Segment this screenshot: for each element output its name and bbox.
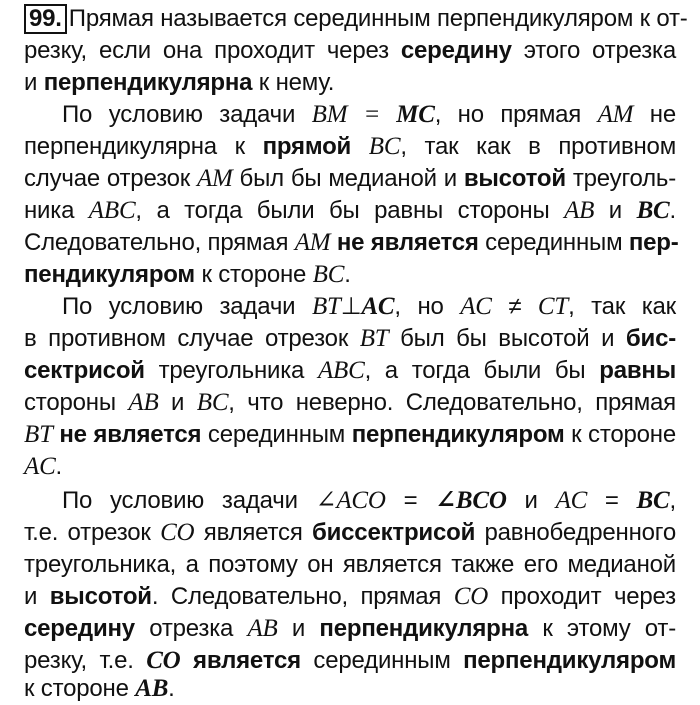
- bold-term: перпендикулярна: [43, 69, 253, 96]
- math-segment-bold: MC: [396, 101, 435, 128]
- text-run: треугольника, а поэтому он является также его медианой: [24, 551, 676, 578]
- math-segment: AC: [24, 453, 56, 480]
- math-segment: CO: [160, 519, 195, 546]
- bold-term: биссектрисой: [311, 519, 476, 546]
- text-run: т.е. отрезок: [24, 519, 161, 546]
- bold-term: бис-: [625, 325, 677, 352]
- text-run: , но: [394, 293, 461, 320]
- text-run: Следовательно, прямая: [24, 229, 295, 256]
- math-segment: CT: [537, 293, 569, 320]
- text-run: к стороне: [194, 261, 313, 288]
- math-angle: ∠ACO: [315, 487, 386, 514]
- bold-term: является: [193, 647, 301, 674]
- bold-term: середину: [24, 615, 135, 642]
- text-run: и: [24, 69, 44, 96]
- text-run: к стороне: [564, 421, 677, 448]
- math-segment-bold: AC: [361, 293, 395, 320]
- text-run: , но прямая: [434, 101, 598, 128]
- text-run: был бы медианой и: [232, 165, 464, 192]
- math-segment: AM: [196, 165, 233, 192]
- text-run: к этому от-: [528, 615, 676, 642]
- text-run: , что неверно. Следовательно, прямая: [228, 389, 676, 416]
- bold-term: пер-: [628, 229, 679, 256]
- text-line-8: [24, 227, 679, 259]
- bold-term: прямой: [262, 133, 352, 160]
- not-equal-symbol: ≠: [491, 293, 538, 320]
- bold-term: перпендикулярна: [319, 615, 529, 642]
- text-run: к нему.: [252, 69, 335, 96]
- bold-term: перпендикуляром: [463, 647, 676, 674]
- text-run: к стороне: [24, 675, 136, 702]
- text-line-13: [24, 387, 676, 419]
- text-run: По условию задачи: [62, 293, 312, 320]
- math-segment: AB: [247, 615, 278, 642]
- math-segment: BM: [311, 101, 348, 128]
- text-run: был бы высотой и: [388, 325, 626, 352]
- math-segment: CO: [453, 583, 489, 610]
- text-line-12: [24, 355, 676, 387]
- math-segment: BT: [359, 325, 389, 352]
- math-segment: AC: [460, 293, 492, 320]
- text-run: .: [168, 675, 175, 702]
- text-run: треуголь-: [565, 165, 676, 192]
- text-run: случае отрезок: [24, 165, 197, 192]
- math-segment: AM: [294, 229, 331, 256]
- text-run: =: [385, 487, 436, 514]
- problem-number: 99.: [24, 4, 67, 34]
- math-segment-bold: BC: [636, 487, 670, 514]
- text-run: проходит через: [488, 583, 676, 610]
- math-segment: AB: [128, 389, 159, 416]
- math-segment: BT: [311, 293, 341, 320]
- text-run: резку, т.е.: [24, 647, 147, 674]
- bold-term: не является: [59, 421, 202, 448]
- text-run: ,: [669, 487, 676, 514]
- bold-term: равны: [599, 357, 676, 384]
- math-segment: BT: [24, 421, 53, 448]
- text-run: =: [587, 487, 637, 514]
- math-segment: BC: [312, 261, 345, 288]
- text-run: .: [344, 261, 351, 288]
- text-run: ника: [24, 197, 89, 224]
- text-line-5: [24, 131, 676, 163]
- text-run: , так как: [568, 293, 676, 320]
- text-run: и: [594, 197, 637, 224]
- math-segment: AB: [564, 197, 595, 224]
- text-line-10: [62, 291, 676, 323]
- bold-term: перпендикуляром: [351, 421, 565, 448]
- text-line-2: [24, 35, 676, 67]
- text-line-15: [24, 451, 676, 483]
- text-line-11: [24, 323, 676, 355]
- text-run: в противном случае отрезок: [24, 325, 360, 352]
- bold-term: середину: [400, 37, 512, 64]
- text-run: равнобедренного: [475, 519, 676, 546]
- math-symbol: =: [347, 101, 397, 128]
- text-run: серединным: [201, 421, 352, 448]
- text-run: Прямая называется серединным перпендикуляром к от-: [68, 5, 688, 32]
- text-run: треугольника: [144, 357, 318, 384]
- text-run: стороны: [24, 389, 129, 416]
- math-segment: ABC: [317, 357, 365, 384]
- text-run: не: [633, 101, 676, 128]
- text-run: , а тогда были бы: [364, 357, 600, 384]
- text-run: .: [669, 197, 676, 224]
- bold-term: не является: [336, 229, 479, 256]
- math-segment: AM: [597, 101, 634, 128]
- text-run: . Следовательно, прямая: [151, 583, 454, 610]
- text-run: отрезка: [134, 615, 248, 642]
- text-line-16: [62, 485, 676, 517]
- text-line-6: [24, 163, 676, 195]
- text-line-3: [24, 67, 676, 99]
- bold-term: сектрисой: [24, 357, 145, 384]
- text-line-9: [24, 259, 676, 291]
- text-run: и: [158, 389, 197, 416]
- perpendicular-symbol: ⊥: [340, 293, 362, 320]
- text-run: [351, 133, 369, 160]
- text-line-14: [24, 419, 676, 451]
- math-segment: AC: [555, 487, 588, 514]
- bold-term: высотой: [463, 165, 566, 192]
- text-line-7: [24, 195, 676, 227]
- text-run: серединным: [300, 647, 464, 674]
- math-angle-bold: ∠BCO: [435, 487, 507, 514]
- text-run: [181, 647, 193, 674]
- text-line-20: [24, 613, 676, 645]
- math-segment: ABC: [88, 197, 136, 224]
- text-run: По условию задачи: [62, 101, 312, 128]
- math-segment-bold: CO: [146, 647, 181, 674]
- text-run: , так как в противном: [400, 133, 677, 160]
- text-run: является: [194, 519, 312, 546]
- text-line-17: [24, 517, 676, 549]
- text-run: перпендикулярна к: [24, 133, 263, 160]
- text-line-19: [24, 581, 676, 613]
- text-run: серединным: [478, 229, 629, 256]
- math-segment-bold: AB: [135, 675, 169, 702]
- text-line-18: [24, 549, 676, 581]
- text-run: .: [55, 453, 63, 480]
- math-segment-bold: BC: [636, 197, 670, 224]
- text-run: По условию задачи: [62, 487, 316, 514]
- text-line-4: [62, 99, 676, 131]
- text-run: и: [24, 583, 50, 610]
- bold-term: высотой: [49, 583, 152, 610]
- text-line-1: [24, 3, 688, 35]
- text-run: и: [506, 487, 556, 514]
- text-run: , а тогда были бы равны стороны: [135, 197, 565, 224]
- math-segment: BC: [196, 389, 229, 416]
- text-run: и: [277, 615, 320, 642]
- text-run: этого отрезка: [511, 37, 676, 64]
- bold-term: пендикуляром: [24, 261, 195, 288]
- text-run: резку, если она проходит через: [24, 37, 401, 64]
- math-segment: BC: [368, 133, 401, 160]
- text-line-22: [24, 673, 676, 705]
